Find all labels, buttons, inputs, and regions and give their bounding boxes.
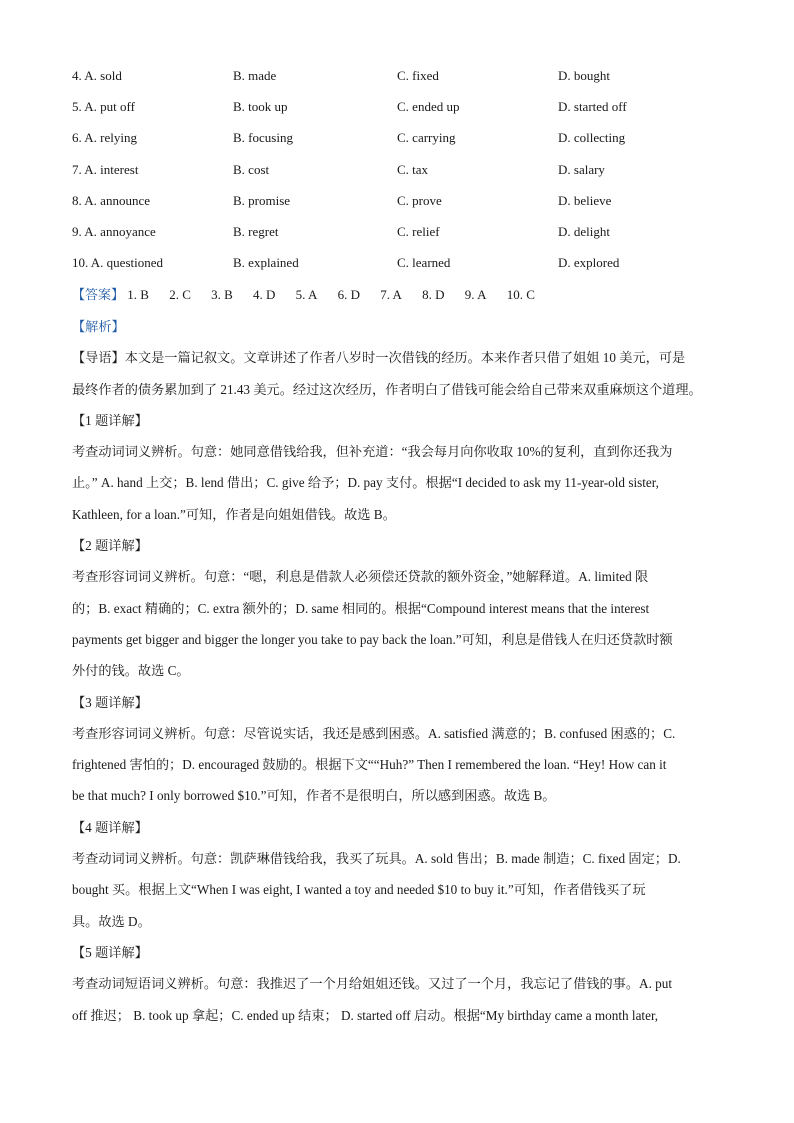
intro-line: 【导语】本文是一篇记叙文。文章讲述了作者八岁时一次借钱的经历。本来作者只借了姐姐 10 美元，可是 [72, 350, 686, 366]
text-line: 考查动词短语词义辨析。句意：我推迟了一个月给姐姐还钱。又过了一个月，我忘记了借钱的事。A. put [72, 976, 673, 992]
answer-key [72, 281, 552, 309]
text-line: 考查形容词词义辨析。句意：尽管说实话，我还是感到困惑。A. satisfied 满意的；B. confused 困惑的；C. [72, 725, 676, 741]
option-a: 4. A. sold [72, 68, 122, 83]
option-d: D. salary [558, 161, 605, 177]
option-row-5 [72, 93, 732, 124]
answer-item: 8. D [422, 287, 445, 302]
option-c: C. relief [397, 223, 440, 239]
option-c: C. learned [397, 255, 451, 271]
section-heading-q3: 【3 题详解】 [72, 694, 148, 710]
answer-item: 2. C [169, 287, 191, 302]
option-b: B. took up [233, 99, 288, 115]
option-c: C. prove [397, 192, 442, 208]
intro-line: 最终作者的债务累加到了 21.43 美元。经过这次经历，作者明白了借钱可能会给自己带来双重麻烦这个道理。 [72, 381, 702, 397]
option-b: B. cost [233, 161, 270, 177]
text-line: bought 买。根据上文“When I was eight, I wanted a toy and needed $10 to buy it.”可知，作者借钱买了玩 [72, 882, 646, 898]
text-line: 外付的钱。故选 C。 [72, 663, 190, 679]
answer-item: 9. A [464, 287, 487, 302]
option-d: D. explored [558, 255, 620, 271]
text-line: 考查动词词义辨析。句意：她同意借钱给我，但补充道：“我会每月向你收取 10%的复利，直到你还我为 [72, 444, 673, 460]
answer-item: 10. C [506, 287, 535, 302]
text-line: off 推迟； B. took up 拿起；C. ended up 结束； D. started off 启动。根据“My birthday came a month later, [72, 1007, 659, 1023]
option-a: 9. A. annoyance [72, 223, 156, 239]
answer-item: 3. B [211, 287, 233, 302]
option-a: 7. A. interest [72, 161, 139, 177]
option-table [72, 62, 732, 280]
option-a: 8. A. announce [72, 192, 150, 208]
text-line: 止。” A. hand 上交；B. lend 借出；C. give 给予；D. pay 支付。根据“I decided to ask my 11-year-old sister, [72, 475, 659, 491]
option-c: C. ended up [397, 99, 460, 115]
option-b: B. made [233, 68, 277, 83]
option-row-10 [72, 249, 732, 280]
text-line: 的；B. exact 精确的；C. extra 额外的；D. same 相同的。根据“Compound interest means that the interest [72, 600, 650, 616]
answer-label: 【答案】 [72, 287, 125, 302]
option-row-4 [72, 62, 732, 93]
answer-item: 5. A [295, 287, 318, 302]
answer-item: 7. A [380, 287, 402, 302]
text-line: 具。故选 D。 [72, 913, 151, 929]
option-a: 6. A. relying [72, 130, 137, 146]
option-a: 5. A. put off [72, 99, 135, 115]
answer-item: 4. D [253, 287, 276, 302]
option-row-6 [72, 124, 732, 155]
option-row-8 [72, 187, 732, 218]
option-row-9 [72, 218, 732, 249]
option-b: B. regret [233, 223, 279, 239]
option-d: D. delight [558, 223, 610, 239]
explanation-body [72, 313, 732, 1033]
answer-item: 1. B [127, 287, 149, 302]
section-heading-q4: 【4 题详解】 [72, 819, 148, 835]
option-row-7 [72, 156, 732, 187]
text-line: frightened 害怕的；D. encouraged 鼓励的。根据下文““Huh?” Then I remembered the loan. “Hey! How can it [72, 757, 667, 773]
option-a: 10. A. questioned [72, 255, 163, 271]
analysis-heading: 【解析】 [72, 319, 125, 334]
option-d: D. believe [558, 192, 612, 208]
option-c: C. fixed [397, 68, 439, 83]
option-d: D. bought [558, 68, 610, 83]
text-line: payments get bigger and bigger the longer you take to pay back the loan.”可知，利息是借钱人在归还贷款时额 [72, 631, 673, 647]
text-line: Kathleen, for a loan.”可知，作者是向姐姐借钱。故选 B。 [72, 506, 396, 522]
text-line: 考查形容词词义辨析。句意：“嗯，利息是借款人必须偿还贷款的额外资金，”她解释道。A. limited 限 [72, 569, 649, 585]
text-line: 考查动词词义辨析。句意：凯萨琳借钱给我，我买了玩具。A. sold 售出；B. made 制造；C. fixed 固定；D. [72, 851, 681, 867]
option-d: D. collecting [558, 130, 626, 146]
option-c: C. tax [397, 161, 429, 177]
section-heading-q5: 【5 题详解】 [72, 944, 148, 960]
answer-item: 6. D [337, 287, 360, 302]
option-b: B. focusing [233, 130, 293, 146]
option-b: B. explained [233, 255, 299, 271]
option-d: D. started off [558, 99, 627, 115]
option-c: C. carrying [397, 130, 456, 146]
section-heading-q1: 【1 题详解】 [72, 412, 148, 428]
option-b: B. promise [233, 192, 291, 208]
text-line: be that much? I only borrowed $10.”可知，作者不是很明白，所以感到困惑。故选 B。 [72, 788, 556, 804]
section-heading-q2: 【2 题详解】 [72, 538, 148, 554]
